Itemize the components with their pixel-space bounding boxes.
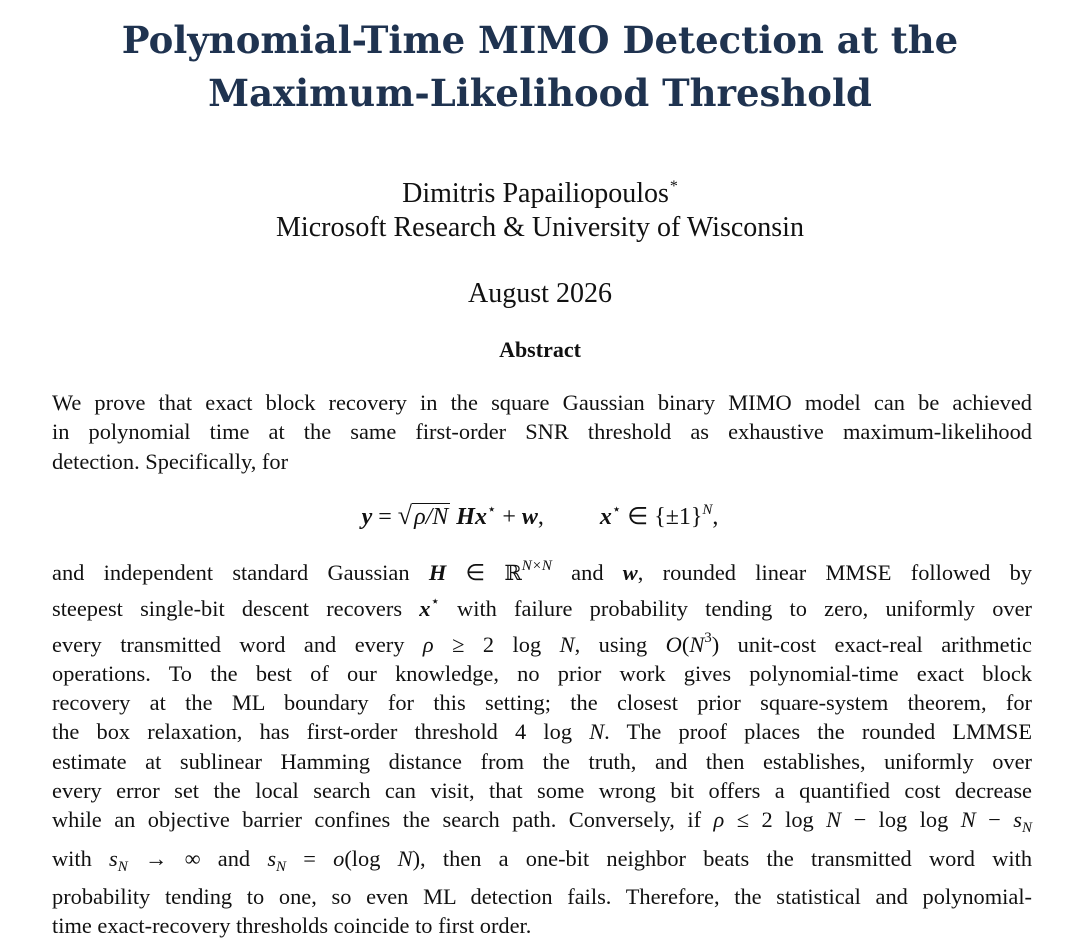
affiliation: Microsoft Research & University of Wisconsin xyxy=(276,212,804,243)
abstract-paragraph-1 xyxy=(52,388,1032,476)
abstract-line: every transmitted word and every ρ ≥ 2 log N, using $O(N^3)$ unit-cost exact-real arithmetic xyxy=(52,629,1032,657)
abstract-line: estimate at sublinear Hamming distance from the truth, and then establishes, uniformly over xyxy=(52,748,1032,774)
eq-plus: + xyxy=(496,504,522,530)
eq-sqrt-arg: ρ/N xyxy=(414,504,449,530)
abstract-line: operations. To the best of our knowledge, no prior work gives polynomial-time exact block xyxy=(52,660,1032,686)
title-line-1: Polynomial-Time MIMO Detection at the xyxy=(121,18,959,62)
eq-equals: = xyxy=(372,504,398,530)
abstract-line: We prove that exact block recovery in the square Gaussian binary MIMO model can be achieved xyxy=(52,390,1032,415)
paper-date: August 2026 xyxy=(468,278,612,309)
title-line-2: Maximum-Likelihood Threshold xyxy=(208,71,872,115)
eq-cond-end: , xyxy=(712,504,719,530)
abstract-line: the box relaxation, has first-order threshold 4 log N. The proof places the rounded LMMSE xyxy=(52,719,1032,745)
eq-cond-star: ⋆ xyxy=(611,502,622,518)
paper-title xyxy=(0,14,1080,120)
abstract-line: steepest single-bit descent recovers x⋆ with failure probability tending to zero, uniformly over xyxy=(52,594,1032,622)
eq-H: H xyxy=(456,504,475,530)
abstract-heading: Abstract xyxy=(499,337,581,362)
model-equation xyxy=(0,494,1080,533)
eq-w: w xyxy=(521,504,538,530)
abstract-line: detection. Specifically, for xyxy=(52,448,289,474)
eq-comma: , xyxy=(537,504,544,530)
eq-cond-set: ∈ {±1} xyxy=(621,504,703,530)
abstract-line: and independent standard Gaussian H ∈ ℝ$^{N\times N}$ and w, rounded linear MMSE followed by xyxy=(52,558,1032,585)
abstract-line: in polynomial time at the same first-order SNR threshold as exhaustive maximum-likelihood xyxy=(52,419,1032,445)
abstract-line: time exact-recovery thresholds coincide to first order. xyxy=(52,913,532,939)
eq-y: y xyxy=(361,504,373,530)
sqrt-symbol: √ xyxy=(397,501,413,530)
abstract-paragraph-2 xyxy=(52,552,1032,941)
eq-cond-x: x xyxy=(599,504,612,530)
author-footnote-mark: * xyxy=(669,178,678,195)
author-block xyxy=(0,170,1080,245)
eq-x: x xyxy=(474,504,487,530)
abstract-line: with $s_N$ → ∞ and $s_N = o(\log$ N), then a one-bit neighbor beats the transmitted word with xyxy=(52,845,1033,875)
abstract-line: recovery at the ML boundary for this setting; the closest prior square-system theorem, for xyxy=(52,690,1032,716)
author-name: Dimitris Papailiopoulos xyxy=(402,178,669,209)
author-line xyxy=(0,170,1080,211)
eq-cond-sup: N xyxy=(702,502,713,518)
abstract-line: while an objective barrier confines the search path. Conversely, if ρ ≤ 2 $\log N - \log \log N - s_N$ xyxy=(52,807,1032,837)
eq-star: ⋆ xyxy=(486,502,497,518)
abstract-line: every error set the local search can visit, that some wrong bit offers a quantified cost decrease xyxy=(52,778,1032,804)
abstract-line: probability tending to one, so even ML detection fails. Therefore, the statistical and polynomial- xyxy=(52,883,1032,909)
